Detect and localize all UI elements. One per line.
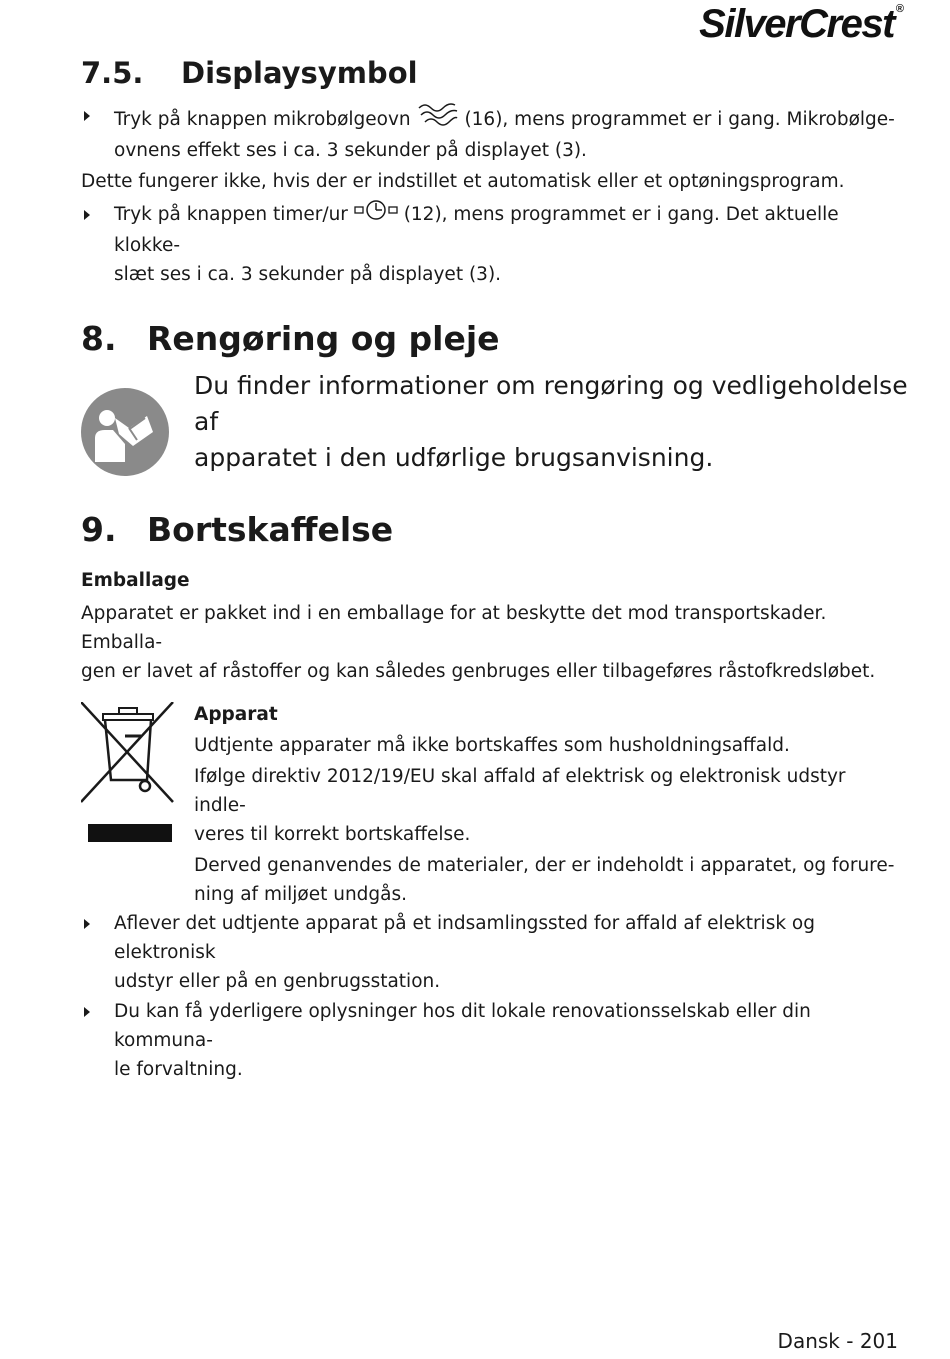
device-paragraph-3 — [194, 851, 901, 909]
timer-bullet-text-before: Tryk på knappen timer/ur — [114, 203, 348, 225]
manual-info-text — [194, 368, 914, 476]
section-8-number: 8. — [81, 318, 117, 358]
section-9-title: Bortskaffelse — [147, 510, 394, 550]
more-info-bullet-line2: le forvaltning. — [114, 1058, 243, 1080]
microwave-waves-icon — [417, 101, 459, 136]
packaging-line2: gen er lavet af råstoffer og kan således genbruges eller tilbageføres råstofkredsløbet. — [81, 660, 876, 682]
page-content — [81, 56, 908, 1084]
manual-info-row — [81, 368, 908, 473]
timer-clock-icon — [354, 200, 398, 231]
section-7-5-number: 7.5. — [81, 56, 144, 90]
bullet-marker — [84, 1007, 90, 1017]
device-paragraph-1: Udtjente apparater må ikke bortskaffes som husholdningsaffald. — [194, 734, 790, 756]
device-paragraph-2-line2: veres til korrekt bortskaffelse. — [194, 823, 471, 845]
bullet-marker — [84, 111, 90, 121]
packaging-heading: Emballage — [81, 569, 190, 591]
timer-bullet-text-after: (12), mens programmet er i gang. Det aktuelle klokke- — [114, 203, 839, 256]
device-heading: Apparat — [194, 703, 278, 725]
section-9-number: 9. — [81, 510, 117, 550]
packaging-line1: Apparatet er pakket ind i en emballage for at beskytte det mod transportskader. Emballa- — [81, 602, 827, 653]
read-manual-icon — [81, 388, 169, 480]
manual-info-line1: Du finder informationer om rengøring og vedligeholdelse af — [194, 371, 908, 437]
section-7-5-heading — [81, 56, 901, 91]
collection-point-bullet — [81, 909, 901, 996]
page-footer: Dansk - 201 — [777, 1329, 898, 1353]
device-disposal-text — [194, 700, 901, 909]
device-disposal-block — [81, 700, 901, 909]
section-9-heading — [81, 510, 901, 550]
timer-bullet-text-line2: slæt ses i ca. 3 sekunder på displayet (3). — [114, 263, 502, 285]
collection-bullet-line2: udstyr eller på en genbrugsstation. — [114, 970, 441, 992]
manual-info-line2: apparatet i den udførlige brugsanvisning. — [194, 443, 714, 473]
more-info-bullet-line1: Du kan få yderligere oplysninger hos dit lokale renovationsselskab eller din kommuna- — [114, 1000, 811, 1051]
device-paragraph-3-line2: ning af miljøet undgås. — [194, 883, 408, 905]
microwave-bullet-text-before: Tryk på knappen mikrobølgeovn — [114, 108, 411, 130]
more-info-bullet — [81, 997, 901, 1084]
packaging-text — [81, 599, 901, 686]
auto-program-note: Dette fungerer ikke, hvis der er indstillet et automatisk eller et optøningsprogram. — [81, 170, 845, 192]
section-8-title: Rengøring og pleje — [147, 318, 500, 358]
timer-bullet — [81, 200, 901, 289]
crossed-out-wheelie-bin-icon — [81, 702, 175, 848]
section-7-5-title: Displaysymbol — [181, 56, 418, 90]
microwave-bullet-text-line2: ovnens effekt ses i ca. 3 sekunder på displayet (3). — [114, 139, 587, 161]
brand-logo-text: SilverCrest — [699, 2, 894, 46]
section-8-heading — [81, 319, 901, 359]
microwave-bullet-text-after: (16), mens programmet er i gang. Mikrobølge- — [464, 108, 895, 130]
device-paragraph-2-line1: Ifølge direktiv 2012/19/EU skal affald af elektrisk og elektronisk udstyr indle- — [194, 765, 846, 816]
microwave-bullet — [81, 101, 901, 165]
device-paragraph-2 — [194, 762, 901, 849]
brand-logo — [699, 4, 904, 44]
bullet-marker — [84, 210, 90, 220]
bullet-marker — [84, 919, 90, 929]
collection-bullet-line1: Aflever det udtjente apparat på et indsamlingssted for affald af elektrisk og elektronisk — [114, 912, 815, 963]
registered-mark: ® — [895, 3, 904, 15]
device-paragraph-3-line1: Derved genanvendes de materialer, der er indeholdt i apparatet, og forure- — [194, 854, 895, 876]
